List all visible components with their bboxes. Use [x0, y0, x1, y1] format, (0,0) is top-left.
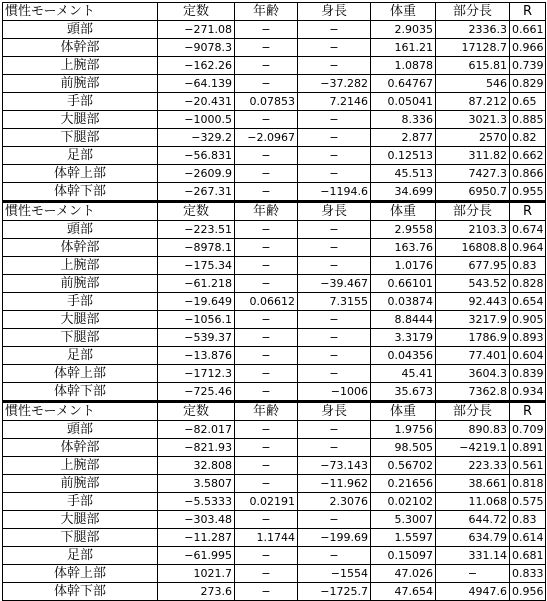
- cell-weight: 0.04356: [371, 347, 436, 365]
- cell-segment-length: 331.14: [436, 547, 510, 565]
- table-row: [3, 275, 546, 293]
- table-row: [3, 511, 546, 529]
- table-row: [3, 239, 546, 257]
- table-row: [3, 57, 546, 75]
- cell-height: −73.143: [298, 457, 371, 475]
- cell-age: −: [235, 239, 298, 257]
- cell-height: −: [298, 129, 371, 147]
- column-header-age: 年齢: [235, 402, 298, 421]
- cell-segment-length: 615.81: [436, 57, 510, 75]
- cell-segment-length: 311.82: [436, 147, 510, 165]
- cell-constant: −2609.9: [158, 165, 235, 183]
- cell-segment-length: 3217.9: [436, 311, 510, 329]
- cell-weight: 1.0176: [371, 257, 436, 275]
- cell-age: 0.06612: [235, 293, 298, 311]
- cell-r-value: 0.614: [510, 529, 546, 547]
- cell-r-value: 0.681: [510, 547, 546, 565]
- cell-age: −: [235, 75, 298, 93]
- cell-r-value: 0.674: [510, 221, 546, 239]
- cell-weight: 45.513: [371, 165, 436, 183]
- cell-height: −11.962: [298, 475, 371, 493]
- cell-segment: 下腿部: [3, 329, 158, 347]
- cell-age: −: [235, 39, 298, 57]
- cell-segment-length: 6950.7: [436, 183, 510, 202]
- cell-segment: 足部: [3, 547, 158, 565]
- cell-weight: 2.877: [371, 129, 436, 147]
- cell-age: −: [235, 565, 298, 583]
- cell-segment-length: 543.52: [436, 275, 510, 293]
- cell-weight: 0.15097: [371, 547, 436, 565]
- cell-constant: −1712.3: [158, 365, 235, 383]
- cell-height: 7.3155: [298, 293, 371, 311]
- cell-segment: 手部: [3, 93, 158, 111]
- cell-age: −: [235, 347, 298, 365]
- cell-segment: 手部: [3, 293, 158, 311]
- cell-r-value: 0.65: [510, 93, 546, 111]
- inertia-moment-table: [2, 2, 546, 601]
- cell-height: −37.282: [298, 75, 371, 93]
- cell-weight: 0.21656: [371, 475, 436, 493]
- cell-weight: 0.64767: [371, 75, 436, 93]
- cell-height: −: [298, 347, 371, 365]
- cell-r-value: 0.575: [510, 493, 546, 511]
- cell-weight: 0.56702: [371, 457, 436, 475]
- cell-constant: −64.139: [158, 75, 235, 93]
- cell-segment: 大腿部: [3, 311, 158, 329]
- cell-segment-length: 11.068: [436, 493, 510, 511]
- cell-constant: 273.6: [158, 583, 235, 601]
- cell-segment-length: 3021.3: [436, 111, 510, 129]
- cell-r-value: 0.828: [510, 275, 546, 293]
- cell-constant: −9078.3: [158, 39, 235, 57]
- column-header-segment: 慣性モーメント: [3, 3, 158, 21]
- column-header-segment-length: 部分長: [436, 202, 510, 221]
- table-row: [3, 183, 546, 202]
- cell-segment-length: 17128.7: [436, 39, 510, 57]
- column-header-height: 身長: [298, 3, 371, 21]
- table-row: [3, 129, 546, 147]
- cell-segment: 体幹上部: [3, 165, 158, 183]
- cell-segment-length: 4947.6: [436, 583, 510, 601]
- cell-height: −: [298, 511, 371, 529]
- cell-weight: 8.336: [371, 111, 436, 129]
- column-header-weight: 体重: [371, 3, 436, 21]
- cell-constant: −175.34: [158, 257, 235, 275]
- cell-r-value: 0.83: [510, 511, 546, 529]
- cell-segment-length: 634.79: [436, 529, 510, 547]
- cell-segment: 前腕部: [3, 75, 158, 93]
- cell-r-value: 0.654: [510, 293, 546, 311]
- cell-height: 7.2146: [298, 93, 371, 111]
- cell-age: −: [235, 439, 298, 457]
- cell-constant: −303.48: [158, 511, 235, 529]
- cell-segment: 体幹部: [3, 239, 158, 257]
- cell-segment: 下腿部: [3, 129, 158, 147]
- cell-age: −: [235, 475, 298, 493]
- table-row: [3, 311, 546, 329]
- cell-constant: 1021.7: [158, 565, 235, 583]
- cell-r-value: 0.662: [510, 147, 546, 165]
- table-row: [3, 439, 546, 457]
- cell-weight: 35.673: [371, 383, 436, 402]
- cell-constant: 3.5807: [158, 475, 235, 493]
- cell-r-value: 0.829: [510, 75, 546, 93]
- cell-age: 0.07853: [235, 93, 298, 111]
- cell-segment: 足部: [3, 347, 158, 365]
- cell-age: −: [235, 421, 298, 439]
- cell-segment-length: 223.33: [436, 457, 510, 475]
- cell-height: −: [298, 239, 371, 257]
- cell-segment: 前腕部: [3, 275, 158, 293]
- cell-constant: −725.46: [158, 383, 235, 402]
- cell-r-value: 0.818: [510, 475, 546, 493]
- header-row: [3, 3, 546, 21]
- cell-segment-length: 644.72: [436, 511, 510, 529]
- cell-constant: −1056.1: [158, 311, 235, 329]
- cell-segment-length: 2570: [436, 129, 510, 147]
- cell-segment-length: 77.401: [436, 347, 510, 365]
- cell-height: −: [298, 57, 371, 75]
- cell-segment-length: −4219.1: [436, 439, 510, 457]
- cell-height: −39.467: [298, 275, 371, 293]
- cell-segment: 上腕部: [3, 457, 158, 475]
- table-row: [3, 329, 546, 347]
- column-header-age: 年齢: [235, 3, 298, 21]
- cell-r-value: 0.604: [510, 347, 546, 365]
- cell-constant: −61.218: [158, 275, 235, 293]
- cell-r-value: 0.661: [510, 21, 546, 39]
- table-row: [3, 475, 546, 493]
- cell-age: −: [235, 257, 298, 275]
- cell-age: −: [235, 583, 298, 601]
- cell-height: −: [298, 21, 371, 39]
- cell-constant: −271.08: [158, 21, 235, 39]
- table-row: [3, 39, 546, 57]
- cell-r-value: 0.709: [510, 421, 546, 439]
- column-header-height: 身長: [298, 402, 371, 421]
- cell-segment: 体幹部: [3, 39, 158, 57]
- cell-segment-length: 2103.3: [436, 221, 510, 239]
- cell-r-value: 0.833: [510, 565, 546, 583]
- cell-constant: −223.51: [158, 221, 235, 239]
- table-row: [3, 93, 546, 111]
- column-header-height: 身長: [298, 202, 371, 221]
- cell-age: −: [235, 383, 298, 402]
- cell-weight: 2.9035: [371, 21, 436, 39]
- cell-height: −: [298, 439, 371, 457]
- cell-age: −2.0967: [235, 129, 298, 147]
- cell-height: −: [298, 421, 371, 439]
- cell-age: −: [235, 183, 298, 202]
- column-header-weight: 体重: [371, 202, 436, 221]
- cell-height: −: [298, 311, 371, 329]
- cell-age: −: [235, 221, 298, 239]
- cell-r-value: 0.82: [510, 129, 546, 147]
- cell-age: −: [235, 329, 298, 347]
- cell-segment: 体幹下部: [3, 583, 158, 601]
- cell-weight: 1.0878: [371, 57, 436, 75]
- cell-segment: 体幹上部: [3, 565, 158, 583]
- cell-height: −: [298, 165, 371, 183]
- cell-age: −: [235, 275, 298, 293]
- cell-age: −: [235, 311, 298, 329]
- cell-r-value: 0.955: [510, 183, 546, 202]
- cell-segment-length: 3604.3: [436, 365, 510, 383]
- cell-r-value: 0.905: [510, 311, 546, 329]
- cell-weight: 163.76: [371, 239, 436, 257]
- cell-height: 2.3076: [298, 493, 371, 511]
- column-header-r-value: R: [510, 202, 546, 221]
- cell-constant: −821.93: [158, 439, 235, 457]
- cell-segment: 手部: [3, 493, 158, 511]
- cell-constant: −61.995: [158, 547, 235, 565]
- cell-constant: −1000.5: [158, 111, 235, 129]
- cell-r-value: 0.885: [510, 111, 546, 129]
- cell-age: 0.02191: [235, 493, 298, 511]
- cell-segment-length: 87.212: [436, 93, 510, 111]
- cell-height: −: [298, 257, 371, 275]
- cell-segment: 頭部: [3, 21, 158, 39]
- cell-r-value: 0.966: [510, 39, 546, 57]
- table-row: [3, 583, 546, 601]
- cell-height: −: [298, 111, 371, 129]
- cell-segment: 大腿部: [3, 111, 158, 129]
- cell-age: −: [235, 365, 298, 383]
- table-row: [3, 457, 546, 475]
- cell-constant: −267.31: [158, 183, 235, 202]
- cell-height: −1554: [298, 565, 371, 583]
- cell-segment-length: 38.661: [436, 475, 510, 493]
- column-header-constant: 定数: [158, 402, 235, 421]
- cell-height: −: [298, 329, 371, 347]
- cell-age: −: [235, 57, 298, 75]
- cell-weight: 45.41: [371, 365, 436, 383]
- cell-segment: 頭部: [3, 421, 158, 439]
- cell-weight: 1.9756: [371, 421, 436, 439]
- cell-weight: 0.12513: [371, 147, 436, 165]
- cell-weight: 8.8444: [371, 311, 436, 329]
- column-header-r-value: R: [510, 402, 546, 421]
- cell-weight: 34.699: [371, 183, 436, 202]
- cell-height: −1725.7: [298, 583, 371, 601]
- table-row: [3, 421, 546, 439]
- table-row: [3, 547, 546, 565]
- cell-r-value: 0.891: [510, 439, 546, 457]
- table-row: [3, 293, 546, 311]
- cell-segment: 下腿部: [3, 529, 158, 547]
- cell-segment: 体幹下部: [3, 383, 158, 402]
- cell-constant: −5.5333: [158, 493, 235, 511]
- cell-weight: 98.505: [371, 439, 436, 457]
- cell-height: −: [298, 39, 371, 57]
- cell-segment-length: −: [436, 565, 510, 583]
- cell-age: −: [235, 111, 298, 129]
- column-header-r-value: R: [510, 3, 546, 21]
- table-row: [3, 111, 546, 129]
- cell-weight: 0.02102: [371, 493, 436, 511]
- table-row: [3, 147, 546, 165]
- cell-height: −: [298, 147, 371, 165]
- cell-constant: −539.37: [158, 329, 235, 347]
- cell-segment: 前腕部: [3, 475, 158, 493]
- cell-segment-length: 2336.3: [436, 21, 510, 39]
- cell-segment: 体幹上部: [3, 365, 158, 383]
- cell-r-value: 0.893: [510, 329, 546, 347]
- cell-r-value: 0.561: [510, 457, 546, 475]
- cell-segment-length: 7427.3: [436, 165, 510, 183]
- column-header-weight: 体重: [371, 402, 436, 421]
- table-row: [3, 21, 546, 39]
- cell-weight: 1.5597: [371, 529, 436, 547]
- cell-weight: 2.9558: [371, 221, 436, 239]
- cell-constant: −162.26: [158, 57, 235, 75]
- cell-weight: 0.66101: [371, 275, 436, 293]
- cell-age: −: [235, 457, 298, 475]
- cell-height: −1194.6: [298, 183, 371, 202]
- cell-weight: 0.05041: [371, 93, 436, 111]
- cell-r-value: 0.839: [510, 365, 546, 383]
- cell-segment: 体幹下部: [3, 183, 158, 202]
- cell-height: −: [298, 547, 371, 565]
- cell-constant: −11.287: [158, 529, 235, 547]
- column-header-age: 年齢: [235, 202, 298, 221]
- cell-segment-length: 890.83: [436, 421, 510, 439]
- column-header-constant: 定数: [158, 202, 235, 221]
- cell-weight: 3.3179: [371, 329, 436, 347]
- cell-constant: −8978.1: [158, 239, 235, 257]
- cell-segment: 上腕部: [3, 57, 158, 75]
- cell-age: −: [235, 511, 298, 529]
- cell-segment-length: 16808.8: [436, 239, 510, 257]
- table-row: [3, 347, 546, 365]
- cell-height: −1006: [298, 383, 371, 402]
- cell-constant: −329.2: [158, 129, 235, 147]
- column-header-segment: 慣性モーメント: [3, 402, 158, 421]
- column-header-segment-length: 部分長: [436, 402, 510, 421]
- cell-weight: 0.03874: [371, 293, 436, 311]
- cell-age: −: [235, 165, 298, 183]
- cell-height: −: [298, 365, 371, 383]
- table-row: [3, 383, 546, 402]
- cell-weight: 47.026: [371, 565, 436, 583]
- table-row: [3, 257, 546, 275]
- cell-segment: 上腕部: [3, 257, 158, 275]
- cell-age: −: [235, 547, 298, 565]
- cell-constant: −20.431: [158, 93, 235, 111]
- table-row: [3, 75, 546, 93]
- cell-constant: −19.649: [158, 293, 235, 311]
- cell-age: −: [235, 147, 298, 165]
- cell-r-value: 0.83: [510, 257, 546, 275]
- cell-segment: 頭部: [3, 221, 158, 239]
- cell-weight: 161.21: [371, 39, 436, 57]
- cell-constant: 32.808: [158, 457, 235, 475]
- cell-constant: −13.876: [158, 347, 235, 365]
- column-header-segment-length: 部分長: [436, 3, 510, 21]
- column-header-constant: 定数: [158, 3, 235, 21]
- cell-height: −199.69: [298, 529, 371, 547]
- table-row: [3, 165, 546, 183]
- cell-r-value: 0.866: [510, 165, 546, 183]
- cell-weight: 5.3007: [371, 511, 436, 529]
- cell-segment: 大腿部: [3, 511, 158, 529]
- cell-age: 1.1744: [235, 529, 298, 547]
- cell-segment: 体幹部: [3, 439, 158, 457]
- cell-r-value: 0.934: [510, 383, 546, 402]
- cell-segment-length: 7362.8: [436, 383, 510, 402]
- cell-r-value: 0.739: [510, 57, 546, 75]
- column-header-segment: 慣性モーメント: [3, 202, 158, 221]
- table-row: [3, 221, 546, 239]
- cell-weight: 47.654: [371, 583, 436, 601]
- cell-segment-length: 677.95: [436, 257, 510, 275]
- cell-constant: −56.831: [158, 147, 235, 165]
- cell-segment-length: 1786.9: [436, 329, 510, 347]
- cell-segment-length: 546: [436, 75, 510, 93]
- table-row: [3, 529, 546, 547]
- header-row: [3, 202, 546, 221]
- table-row: [3, 565, 546, 583]
- cell-age: −: [235, 21, 298, 39]
- cell-segment: 足部: [3, 147, 158, 165]
- cell-r-value: 0.956: [510, 583, 546, 601]
- cell-r-value: 0.964: [510, 239, 546, 257]
- table-row: [3, 493, 546, 511]
- table-row: [3, 365, 546, 383]
- cell-segment-length: 92.443: [436, 293, 510, 311]
- cell-constant: −82.017: [158, 421, 235, 439]
- cell-height: −: [298, 221, 371, 239]
- header-row: [3, 402, 546, 421]
